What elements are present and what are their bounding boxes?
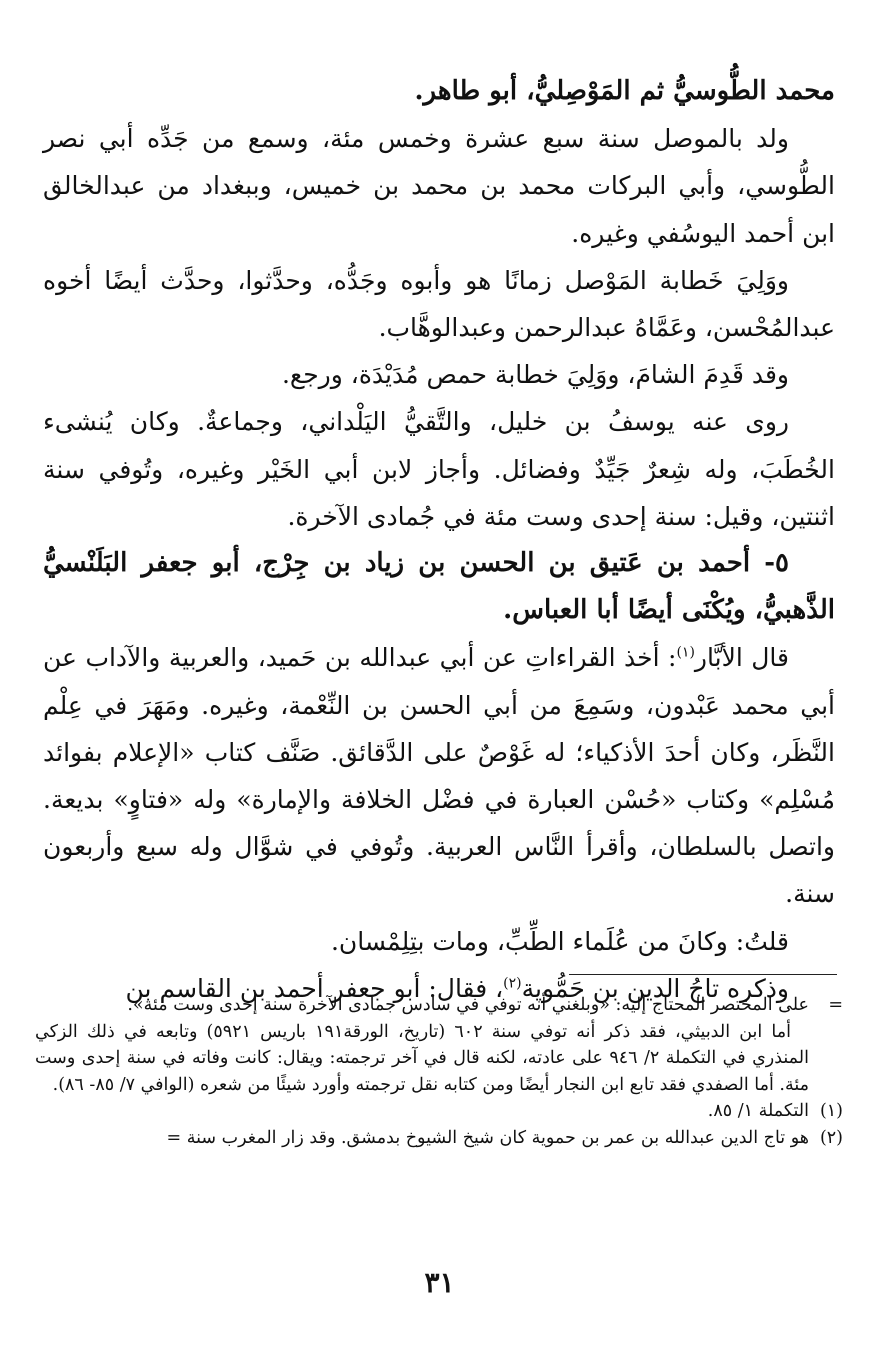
footnote-2-text: هو تاج الدين عبدالله بن عمر بن حموية كان شيخ الشيوخ بدمشق. وقد زار المغرب سنة =: [166, 1127, 809, 1148]
paragraph-birth: ولد بالموصل سنة سبع عشرة وخمس مئة، وسمع من جَدِّه أبي نصر الطُّوسي، وأبي البركات محمد بن محمد بن خميس، وببغداد من عبدالخالق ابن أحمد اليوسُفي وغيره.: [43, 124, 835, 248]
main-text-block: [43, 68, 835, 1012]
footnotes-block: [35, 992, 843, 1151]
footnote-ref-2: (٢): [503, 975, 522, 992]
footnote-paragraph-dubaythi: أما ابن الدبيثي، فقد ذكر أنه توفي سنة ٦٠٢ (تاريخ، الورقة١٩١ باريس ٥٩٢١) وتابعه في ذلك الزكي المنذري في التكملة ٢/ ٩٤٦ على عادته، لكنه قال في آخر ترجمته: ويقال: كانت وفاته في سنة إحدى وست مئة. أما الصفدي فقد تابع ابن النجار أيضًا ومن كتابه نقل ترجمته وأورد شيئًا من شعره (الوافي ٧/ ٨٥- ٨٦).: [35, 1021, 809, 1095]
abbar-lead: قال الأبَّار: [694, 643, 789, 673]
entry-heading-5: ٥- أحمد بن عَتيق بن الحسن بن زياد بن جِرْج، أبو جعفر البَلَنْسيُّ الذَّهبيُّ، ويُكْنَى أيضًا أبا العباس.: [43, 548, 835, 626]
footnote-1-mark: (١): [819, 1101, 843, 1121]
hamuya-lead: وذكره تاجُ الدين بن حَمُّوية: [521, 973, 789, 1003]
paragraph-khataba: ووَلِيَ خَطابة المَوْصل زمانًا هو وأبوه وجَدُّه، وحدَّثوا، وحدَّث أيضًا أخوه عبدالمُحْسن، وعَمَّاهُ عبدالرحمن وعبدالوهَّاب.: [43, 265, 835, 343]
paragraph-narrators: روى عنه يوسفُ بن خليل، والتَّقيُّ اليَلْداني، وجماعةٌ. وكان يُنشىء الخُطَبَ، وله شِعرٌ جَيِّدٌ وفضائل. وأجاز لابن أبي الخَيْر وغيره، وتُوفي سنة اثنتين، وقيل: سنة إحدى وست مئة في جُمادى الآخرة.: [43, 407, 835, 531]
paragraph-qultu: قلتُ: وكانَ من عُلَماء الطِّبِّ، ومات بتِلِمْسان.: [330, 926, 789, 956]
continuation-mark: =: [828, 995, 843, 1015]
paragraph-abbar: [43, 634, 835, 917]
footnote-2-mark: (٢): [819, 1127, 843, 1148]
hamuya-body: ، فقال: أبو جعفر أحمد بن القاسم بن: [125, 973, 504, 1003]
continuation-text: على المختصر المحتاج إليه: «وبلغني أنه توفي في سادس جمادى الآخرة سنة إحدى وست مئة».: [127, 995, 809, 1015]
footnote-2: [35, 1125, 843, 1152]
footnote-1-text: التكملة ١/ ٨٥.: [707, 1101, 809, 1121]
page-number: ٣١: [424, 1266, 455, 1299]
entry-title-continuation: محمد الطُّوسيُّ ثم المَوْصِليُّ، أبو طاهر.: [414, 76, 835, 106]
footnote-ref-1: (١): [676, 645, 695, 662]
footnote-separator: [569, 974, 837, 975]
abbar-body: : أخذ القراءاتِ عن أبي عبدالله بن حَميد، والعربية والآداب عن أبي محمد عَبْدون، وسَمِعَ من أبي الحسن بن النِّعْمة، وغيره. ومَهَرَ في عِلْم النَّظَر، وكان أحدَ الأذكياء؛ له غَوْصٌ على الدَّقائق. صَنَّف كتاب «الإعلام بفوائد مُسْلِم» وكتاب «حُسْن العبارة في فضْل الخلافة والإمارة» وله «فتاوٍ» بديعة. واتصل بالسلطان، وأقرأ النَّاس العربية. وتُوفي في شوَّال وله سبع وأربعون سنة.: [43, 643, 835, 909]
footnote-continuation: [35, 992, 843, 1019]
paragraph-sham: وقد قَدِمَ الشامَ، ووَلِيَ خطابة حمص مُدَيْدَة، ورجع.: [281, 360, 789, 390]
footnote-1: [35, 1098, 843, 1125]
